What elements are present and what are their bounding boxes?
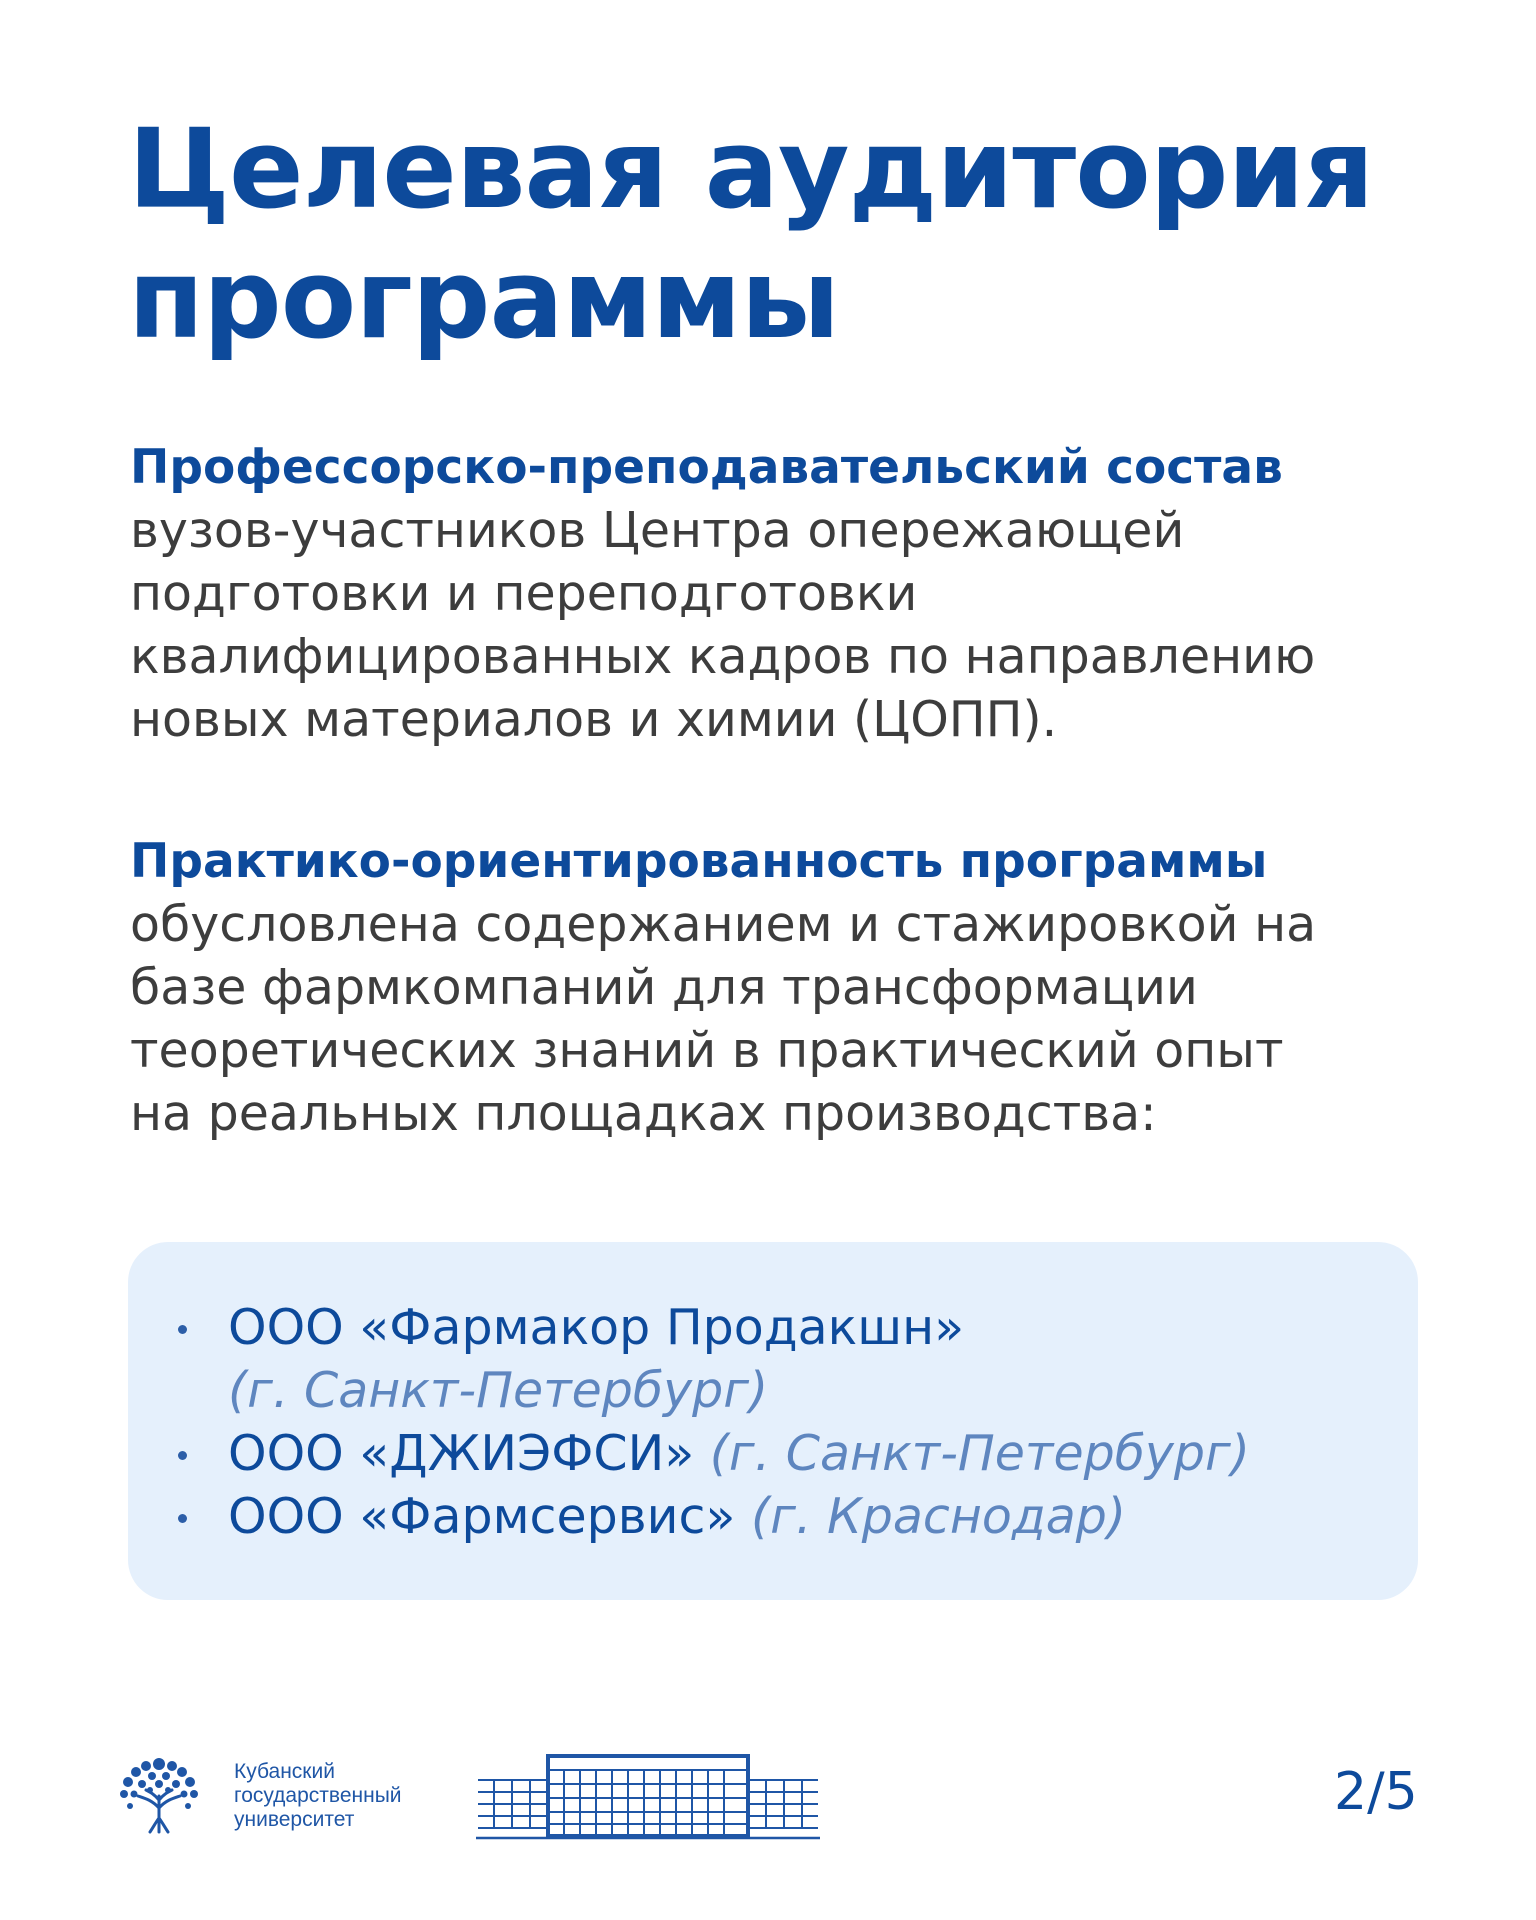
page-title [128, 104, 1428, 364]
company-city: (г. Санкт-Петербург) [709, 1425, 1250, 1482]
section-faculty-line: квалифицированных кадров по направлению [130, 628, 1316, 685]
section-practice-line: теоретических знаний в практический опыт [130, 1022, 1284, 1079]
university-name-line: университет [234, 1808, 355, 1831]
company-name: ООО «Фармсервис» [228, 1488, 736, 1545]
companies-card [128, 1242, 1418, 1600]
company-city: (г. Санкт-Петербург) [228, 1362, 769, 1419]
section-practice-line: на реальных площадках производства: [130, 1085, 1157, 1142]
section-faculty-line: подготовки и переподготовки [130, 565, 918, 622]
page-indicator: 2/5 [1334, 1762, 1418, 1822]
bullet-icon [178, 1451, 187, 1460]
bullet-icon [178, 1514, 187, 1523]
companies-list [178, 1296, 1250, 1548]
university-building-icon [476, 1750, 820, 1842]
section-practice-body [130, 893, 1430, 1145]
section-faculty-line: новых материалов и химии (ЦОПП). [130, 691, 1058, 748]
list-item [178, 1296, 1250, 1422]
company-name: ООО «ДЖИЭФСИ» [228, 1425, 695, 1482]
bullet-icon [178, 1325, 187, 1334]
company-name: ООО «Фармакор Продакшн» [228, 1299, 965, 1356]
university-name-line: государственный [234, 1784, 402, 1807]
section-practice-line: обусловлена содержанием и стажировкой на [130, 896, 1317, 953]
section-practice-line: базе фармкомпаний для трансформации [130, 959, 1198, 1016]
tree-logo-icon [116, 1752, 202, 1838]
section-practice [130, 830, 1430, 1145]
section-faculty [130, 436, 1430, 751]
section-faculty-body [130, 499, 1430, 751]
section-faculty-line: вузов-участников Центра опережающей [130, 502, 1185, 559]
title-line-1: Целевая аудитория [128, 105, 1374, 233]
title-line-2: программы [128, 235, 840, 363]
university-name [234, 1760, 402, 1832]
section-practice-heading: Практико-ориентированность программы [130, 834, 1268, 889]
list-item [178, 1422, 1250, 1485]
university-name-line: Кубанский [234, 1760, 335, 1783]
section-faculty-heading: Профессорско-преподавательский состав [130, 440, 1283, 495]
company-city: (г. Краснодар) [750, 1488, 1126, 1545]
list-item [178, 1485, 1250, 1548]
